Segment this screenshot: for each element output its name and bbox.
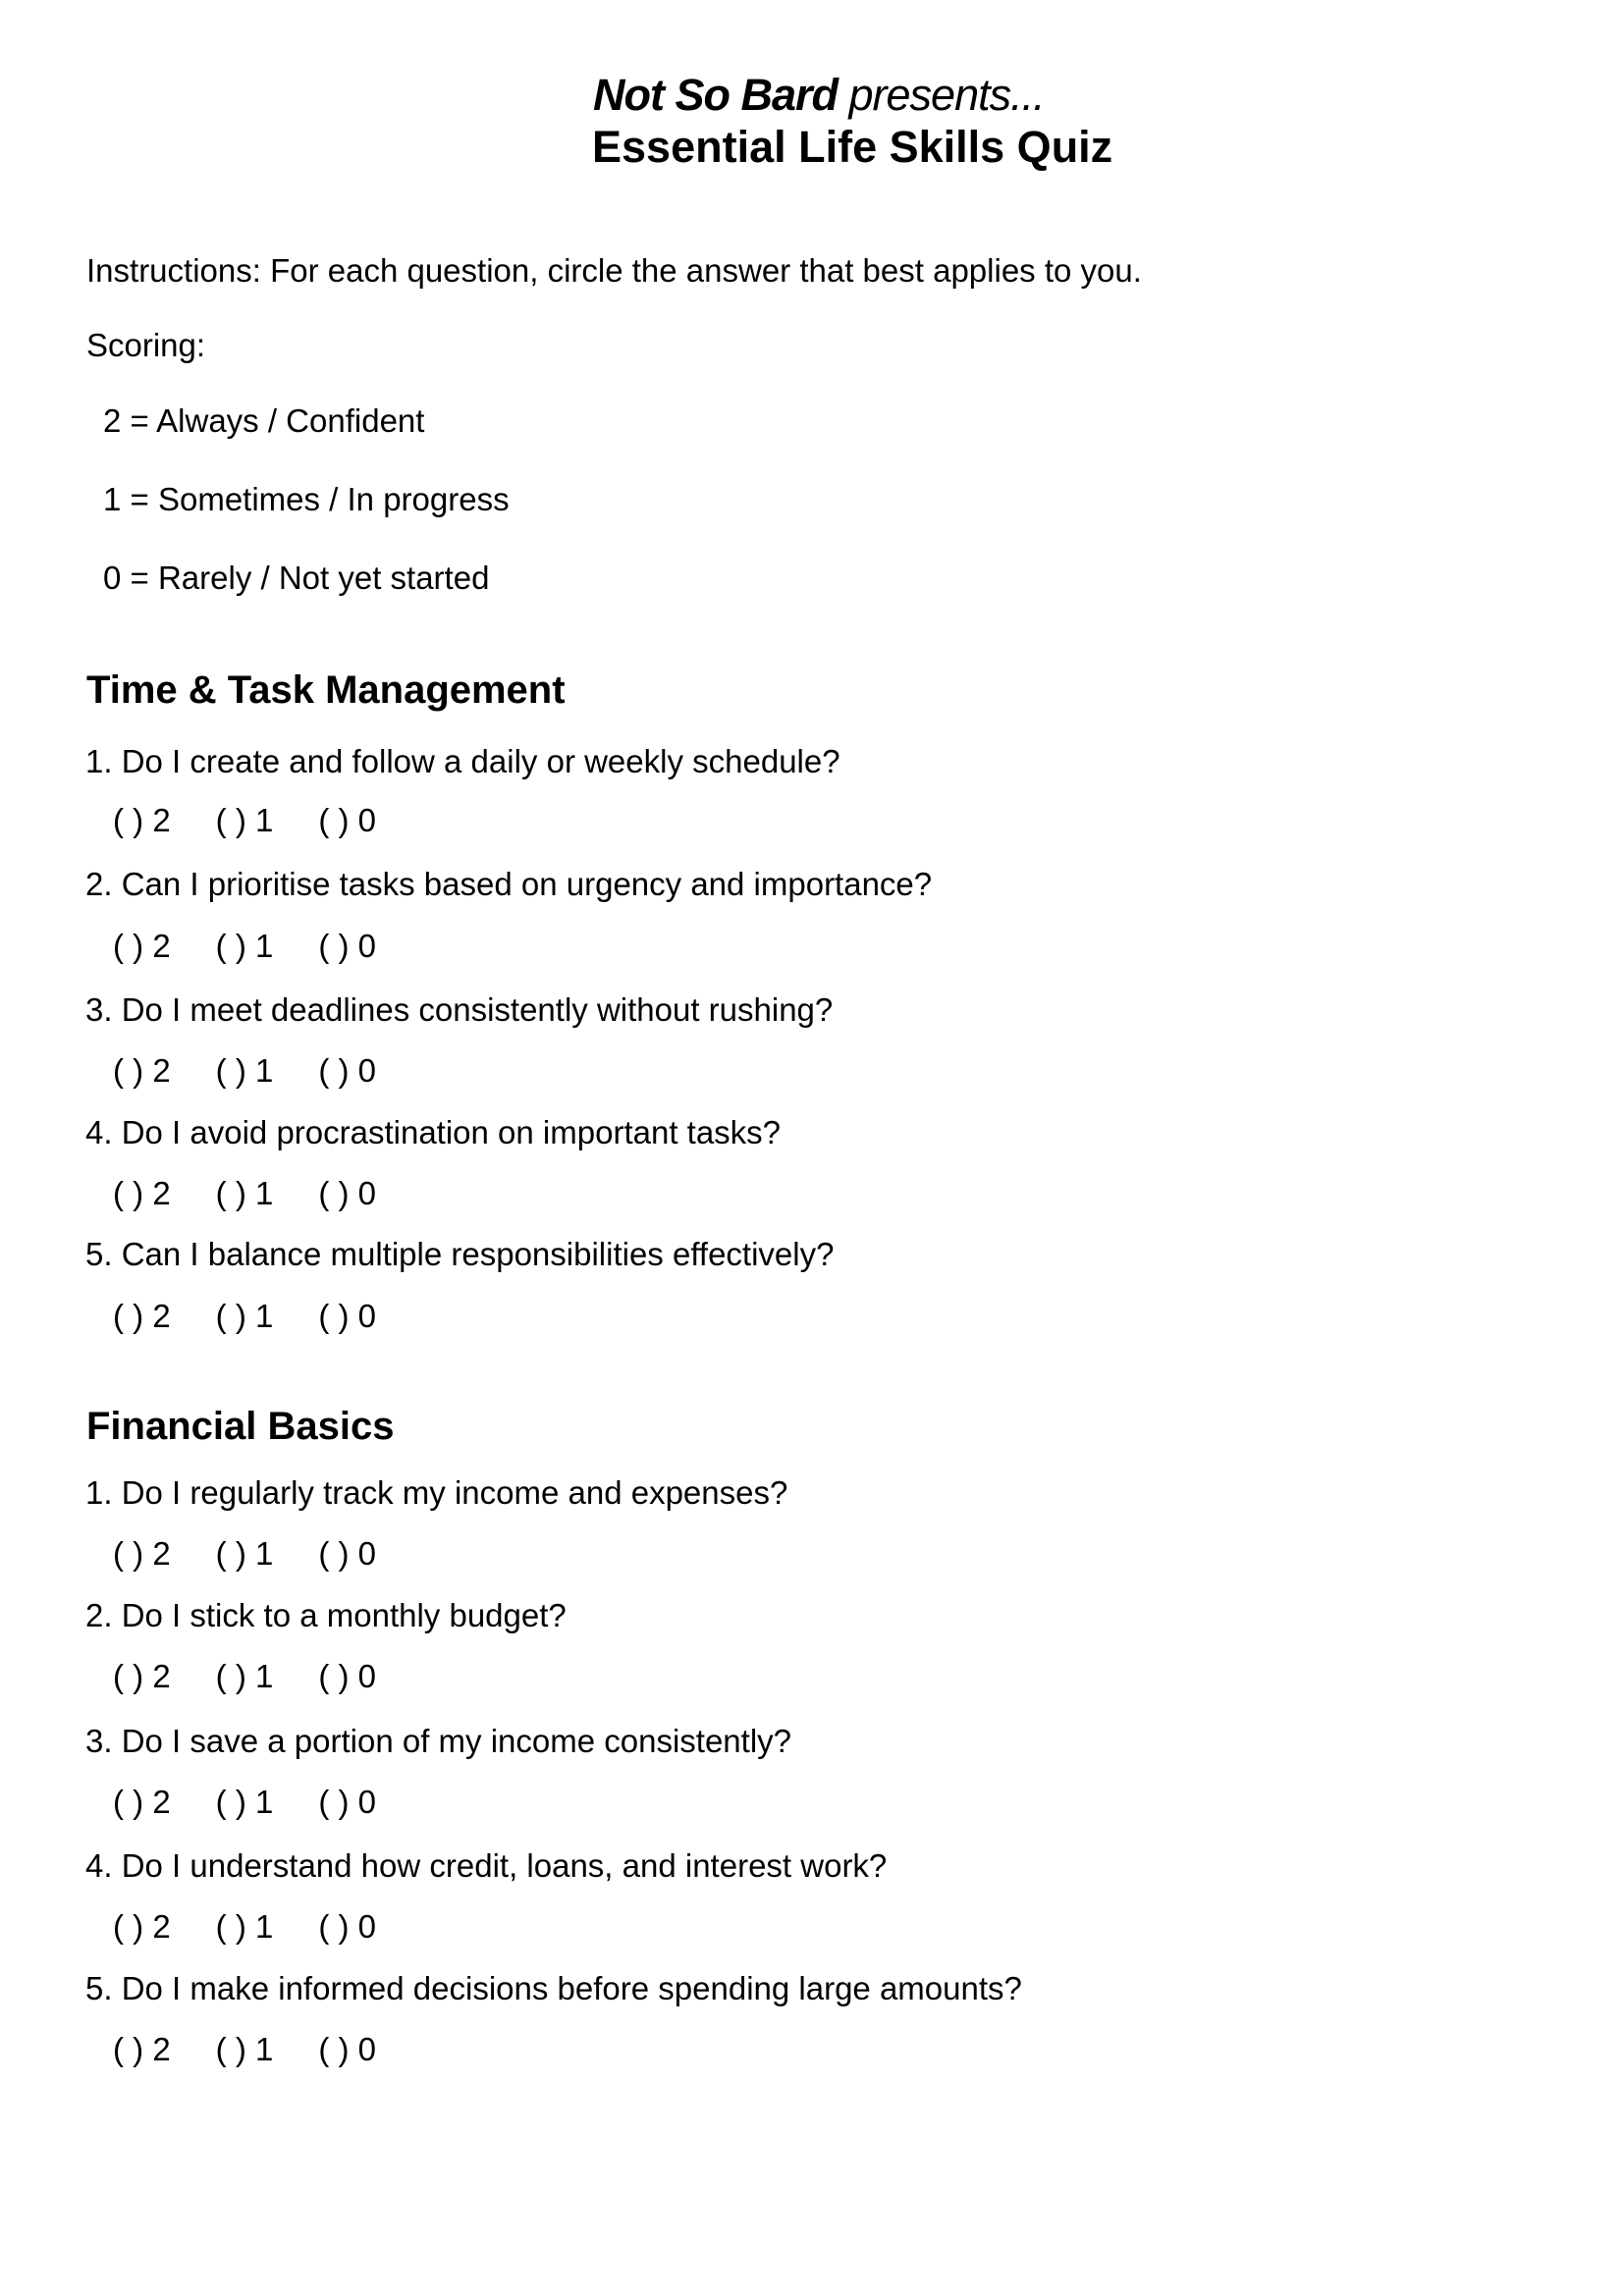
question-tt-4: 4. Do I avoid procrastination on important tasks?: [85, 1114, 782, 1150]
presents-text: presents...: [838, 70, 1045, 120]
section-heading-financial: Financial Basics: [86, 1405, 395, 1448]
options-row-fb-3: [113, 1786, 376, 1818]
option-0[interactable]: ( ) 0: [318, 928, 377, 964]
options-row-tt-1: [113, 804, 376, 836]
option-1[interactable]: ( ) 1: [215, 928, 274, 964]
scoring-item-1: 1 = Sometimes / In progress: [103, 481, 510, 517]
option-0[interactable]: ( ) 0: [318, 1175, 377, 1211]
option-2[interactable]: ( ) 2: [113, 1658, 171, 1694]
scoring-item-2: 2 = Always / Confident: [103, 402, 425, 439]
option-1[interactable]: ( ) 1: [215, 1052, 274, 1089]
brand-name: Not So Bard: [593, 70, 839, 120]
question-tt-2: 2. Can I prioritise tasks based on urgency and importance?: [85, 866, 933, 902]
option-0[interactable]: ( ) 0: [318, 1658, 377, 1694]
option-0[interactable]: ( ) 0: [318, 1052, 377, 1089]
options-row-fb-1: [113, 1537, 376, 1570]
option-1[interactable]: ( ) 1: [215, 1175, 274, 1211]
question-tt-3: 3. Do I meet deadlines consistently without rushing?: [85, 991, 834, 1028]
option-0[interactable]: ( ) 0: [318, 1298, 377, 1334]
options-row-fb-5: [113, 2033, 376, 2065]
option-1[interactable]: ( ) 1: [215, 2031, 274, 2067]
instructions-text: Instructions: For each question, circle the answer that best applies to you.: [86, 252, 1142, 289]
option-2[interactable]: ( ) 2: [113, 928, 171, 964]
options-row-tt-3: [113, 1054, 376, 1087]
option-2[interactable]: ( ) 2: [113, 2031, 171, 2067]
option-0[interactable]: ( ) 0: [318, 1908, 377, 1945]
option-2[interactable]: ( ) 2: [113, 1908, 171, 1945]
options-row-fb-2: [113, 1660, 376, 1692]
title-presents-line: [593, 70, 1045, 120]
option-2[interactable]: ( ) 2: [113, 1175, 171, 1211]
option-1[interactable]: ( ) 1: [215, 1298, 274, 1334]
option-0[interactable]: ( ) 0: [318, 1784, 377, 1820]
option-0[interactable]: ( ) 0: [318, 2031, 377, 2067]
section-heading-time-task: Time & Task Management: [86, 668, 566, 712]
option-2[interactable]: ( ) 2: [113, 1052, 171, 1089]
scoring-label: Scoring:: [86, 327, 206, 363]
question-tt-5: 5. Can I balance multiple responsibilities effectively?: [85, 1236, 835, 1272]
scoring-item-0: 0 = Rarely / Not yet started: [103, 560, 490, 596]
option-0[interactable]: ( ) 0: [318, 802, 377, 838]
option-1[interactable]: ( ) 1: [215, 1535, 274, 1572]
question-fb-1: 1. Do I regularly track my income and expenses?: [85, 1474, 788, 1511]
question-fb-4: 4. Do I understand how credit, loans, and interest work?: [85, 1847, 888, 1884]
options-row-tt-4: [113, 1177, 376, 1209]
option-2[interactable]: ( ) 2: [113, 1298, 171, 1334]
option-2[interactable]: ( ) 2: [113, 802, 171, 838]
option-2[interactable]: ( ) 2: [113, 1535, 171, 1572]
option-1[interactable]: ( ) 1: [215, 1658, 274, 1694]
options-row-fb-4: [113, 1910, 376, 1943]
question-fb-2: 2. Do I stick to a monthly budget?: [85, 1597, 567, 1633]
option-0[interactable]: ( ) 0: [318, 1535, 377, 1572]
question-fb-3: 3. Do I save a portion of my income consistently?: [85, 1723, 792, 1759]
option-1[interactable]: ( ) 1: [215, 1784, 274, 1820]
option-2[interactable]: ( ) 2: [113, 1784, 171, 1820]
options-row-tt-5: [113, 1300, 376, 1332]
option-1[interactable]: ( ) 1: [215, 1908, 274, 1945]
option-1[interactable]: ( ) 1: [215, 802, 274, 838]
question-tt-1: 1. Do I create and follow a daily or weekly schedule?: [85, 743, 840, 779]
question-fb-5: 5. Do I make informed decisions before spending large amounts?: [85, 1970, 1022, 2006]
page-title: Essential Life Skills Quiz: [592, 122, 1113, 172]
options-row-tt-2: [113, 930, 376, 962]
